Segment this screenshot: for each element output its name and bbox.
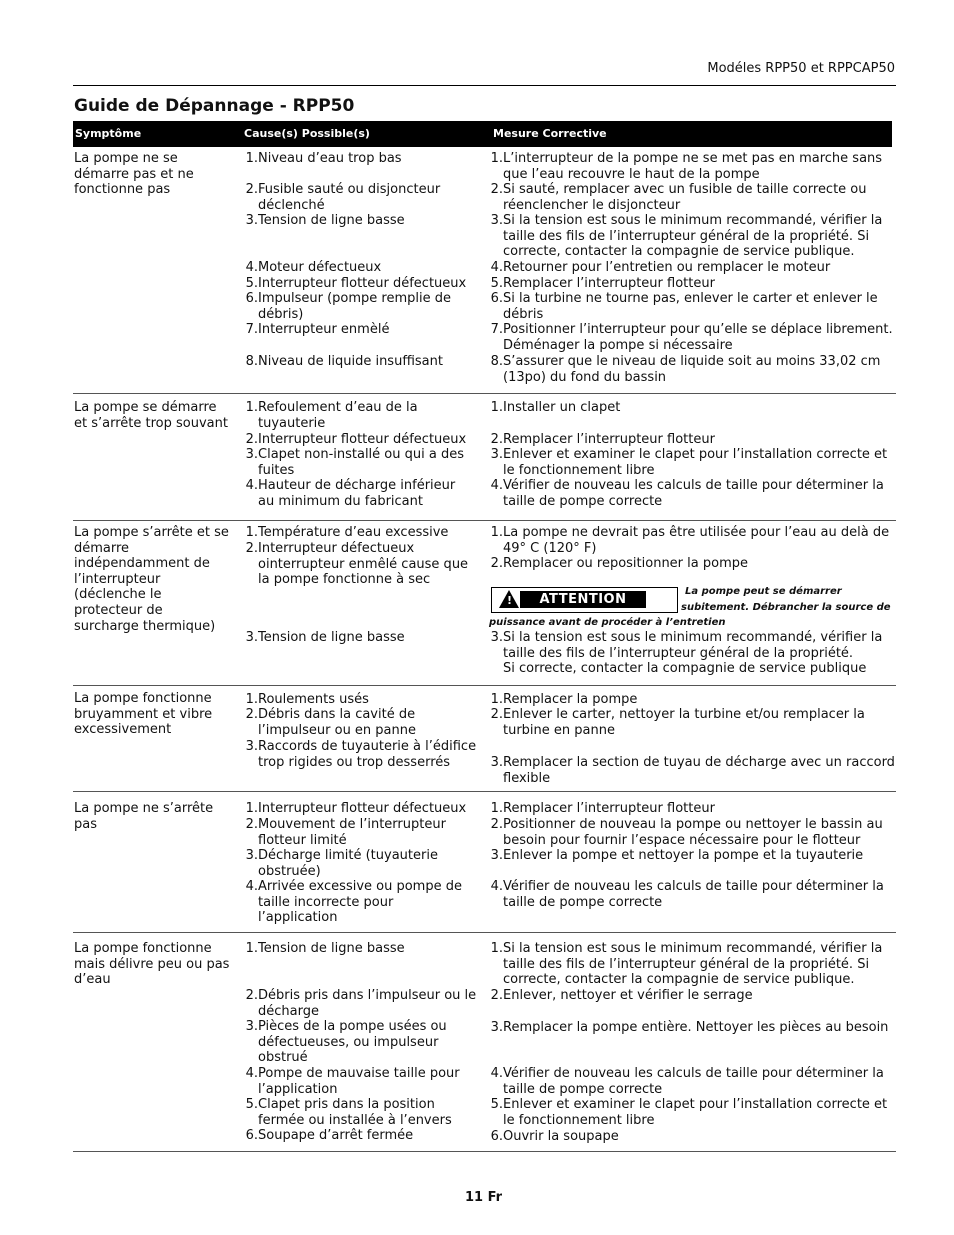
item-text	[258, 354, 478, 370]
symptom-line: mais délivre peu ou pas	[74, 956, 230, 972]
item-text	[258, 817, 478, 848]
item-line: taille incorrecte pour	[258, 894, 394, 910]
item-text	[258, 400, 478, 431]
item-line: Si la turbine ne tourne pas, enlever le carter et enlever le	[503, 291, 878, 306]
symptom-line: excessivement	[74, 722, 172, 738]
item-text	[503, 848, 897, 864]
item-line: taille des fils de l’interrupteur général de la propriété. Si	[503, 956, 870, 972]
item-text	[258, 525, 478, 541]
item-number: 7.	[490, 322, 503, 337]
item-line: Enlever le carter, nettoyer la turbine et/ou remplacer la	[503, 707, 865, 722]
row-separator	[73, 791, 896, 792]
item-line: taille des fils de l’interrupteur général de la propriété. Si	[503, 228, 870, 244]
item-line: que l’eau recouvre le haut de la pompe	[503, 166, 760, 182]
item-text	[503, 879, 897, 910]
item-text	[503, 182, 897, 213]
symptom-line: bruyamment et vibre	[74, 706, 213, 722]
item-text	[503, 941, 897, 988]
item-line: Roulements usés	[258, 692, 369, 707]
symptom-line: démarre	[74, 540, 130, 556]
item-number: 4.	[490, 879, 503, 894]
item-line: Arrivée excessive ou pompe de	[258, 879, 462, 894]
item-line: tuyauterie	[258, 415, 326, 431]
item-line: Moteur défectueux	[258, 260, 382, 275]
row-separator	[73, 520, 896, 521]
symptom-line: d’eau	[74, 972, 111, 988]
item-number: 3.	[245, 213, 258, 228]
item-line: la pompe fonctionne à sec	[258, 572, 431, 588]
item-line: Si sauté, remplacer avec un fusible de taille correcte ou	[503, 182, 867, 197]
item-line: débris	[503, 306, 544, 322]
item-line: le fonctionnement libre	[503, 1112, 655, 1128]
item-number: 7.	[245, 322, 258, 337]
symptom-cell	[74, 801, 234, 832]
item-line: Si la tension est sous le minimum recommandé, vérifier la	[503, 213, 883, 228]
item-text	[258, 182, 478, 213]
item-line: Remplacer l’interrupteur flotteur	[503, 276, 715, 291]
item-line: Positionner de nouveau la pompe ou nettoyer le bassin au	[503, 817, 883, 832]
item-number: 1.	[245, 801, 258, 816]
item-number: 1.	[245, 941, 258, 956]
item-line: taille des fils de l’interrupteur général de la propriété.	[503, 645, 854, 661]
item-number: 4.	[245, 478, 258, 493]
item-text	[503, 755, 897, 786]
item-text	[503, 817, 897, 848]
item-number: 1.	[245, 400, 258, 415]
item-line: L’interrupteur de la pompe ne se met pas en marche sans	[503, 151, 883, 166]
item-text	[258, 151, 478, 167]
item-line: Remplacer la section de tuyau de décharge avec un raccord	[503, 755, 895, 770]
item-text	[258, 739, 478, 770]
item-text	[503, 1097, 897, 1128]
item-number: 1.	[490, 801, 503, 816]
symptom-line: l’interrupteur	[74, 571, 161, 587]
item-line: Tension de ligne basse	[258, 630, 405, 645]
item-line: flotteur limité	[258, 832, 347, 848]
item-number: 1.	[490, 941, 503, 956]
item-number: 2.	[490, 988, 503, 1003]
item-number: 8.	[245, 354, 258, 369]
header-symptom: Symptôme	[75, 127, 142, 140]
item-number: 6.	[245, 291, 258, 306]
item-text	[503, 322, 897, 353]
row-separator	[73, 685, 896, 686]
item-number: 1.	[490, 151, 503, 166]
item-text	[258, 988, 478, 1019]
item-number: 2.	[245, 182, 258, 197]
item-number: 1.	[490, 525, 503, 540]
symptom-line: fonctionne pas	[74, 182, 171, 198]
item-line: taille de pompe correcte	[503, 894, 663, 910]
item-line: l’application	[258, 1081, 338, 1097]
item-number: 3.	[490, 630, 503, 645]
item-line: Température d’eau excessive	[258, 525, 449, 540]
item-text	[503, 354, 897, 385]
item-line: Débris pris dans l’impulseur ou le	[258, 988, 477, 1003]
item-number: 2.	[490, 182, 503, 197]
item-text	[503, 276, 897, 292]
item-line: La pompe ne devrait pas être utilisée pour l’eau au delà de	[503, 525, 890, 540]
row-separator	[73, 932, 896, 933]
symptom-line: La pompe s’arrête et se	[74, 525, 229, 540]
item-line: Pompe de mauvaise taille pour	[258, 1066, 460, 1081]
item-number: 2.	[245, 817, 258, 832]
item-text	[258, 801, 478, 817]
item-text	[258, 447, 478, 478]
item-line: Tension de ligne basse	[258, 941, 405, 956]
symptom-line: (déclenche le	[74, 587, 162, 603]
item-line: l’application	[258, 910, 338, 926]
item-text	[258, 692, 478, 708]
item-line: trop rigides ou trop desserrés	[258, 754, 451, 770]
item-number: 8.	[490, 354, 503, 369]
item-text	[258, 541, 478, 588]
item-number: 2.	[490, 817, 503, 832]
item-line: Remplacer ou repositionner la pompe	[503, 556, 748, 571]
item-text	[503, 1129, 897, 1145]
item-number: 2.	[245, 988, 258, 1003]
item-line: Interrupteur flotteur défectueux	[258, 276, 467, 291]
symptom-line: La pompe fonctionne	[74, 941, 212, 956]
item-line: fuites	[258, 462, 295, 478]
row-separator	[73, 393, 896, 394]
item-text	[258, 322, 478, 338]
symptom-line: surcharge thermique)	[74, 618, 216, 634]
item-text	[258, 879, 478, 926]
item-line: Soupape d’arrêt fermée	[258, 1128, 414, 1143]
item-line: taille de pompe correcte	[503, 1081, 663, 1097]
item-text	[503, 801, 897, 817]
item-line: obstruée)	[258, 863, 321, 879]
item-number: 4.	[245, 1066, 258, 1081]
item-text	[503, 707, 897, 738]
symptom-cell	[74, 941, 234, 988]
item-line: Si correcte, contacter la compagnie de service publique	[503, 661, 867, 677]
symptom-cell	[74, 151, 234, 198]
item-line: Vérifier de nouveau les calculs de taille pour déterminer la	[503, 478, 884, 493]
warning-line-1: La pompe peut se démarrer	[685, 586, 842, 597]
item-text	[503, 447, 897, 478]
item-line: taille de pompe correcte	[503, 493, 663, 509]
item-text	[258, 630, 478, 646]
item-line: Interrupteur flotteur défectueux	[258, 432, 467, 447]
item-line: déclenché	[258, 197, 325, 213]
item-text	[258, 1128, 478, 1144]
item-number: 5.	[245, 1097, 258, 1112]
item-line: Refoulement d’eau de la	[258, 400, 418, 415]
item-line: Interrupteur enmèlé	[258, 322, 390, 337]
symptom-line: indépendamment de	[74, 556, 210, 572]
item-number: 1.	[245, 525, 258, 540]
item-number: 1.	[490, 692, 503, 707]
item-line: Enlever la pompe et nettoyer la pompe et la tuyauterie	[503, 848, 864, 863]
item-line: Interrupteur défectueux	[258, 541, 415, 556]
item-number: 4.	[245, 260, 258, 275]
item-line: Si la tension est sous le minimum recommandé, vérifier la	[503, 941, 883, 956]
item-text	[503, 151, 897, 182]
item-line: ointerrupteur enmêlé cause que	[258, 556, 469, 572]
item-text	[258, 1066, 478, 1097]
item-line: flexible	[503, 770, 551, 786]
item-line: au minimum du fabricant	[258, 493, 423, 509]
item-text	[258, 276, 478, 292]
item-text	[503, 400, 897, 416]
item-line: Débris dans la cavité de	[258, 707, 416, 722]
item-number: 1.	[245, 692, 258, 707]
item-line: Installer un clapet	[503, 400, 621, 415]
row-separator	[73, 1151, 896, 1152]
table-header	[73, 121, 892, 147]
item-line: correcte, contacter la compagnie de service publique.	[503, 244, 855, 260]
page-number: 11 Fr	[465, 1190, 503, 1205]
item-number: 3.	[490, 213, 503, 228]
item-number: 2.	[245, 432, 258, 447]
item-line: Décharge limité (tuyauterie	[258, 848, 438, 863]
item-number: 3.	[490, 755, 503, 770]
item-line: turbine en panne	[503, 722, 615, 738]
page-title: Guide de Dépannage - RPP50	[74, 96, 355, 116]
symptom-line: et s’arrête trop souvant	[74, 415, 228, 431]
item-number: 1.	[490, 400, 503, 415]
item-number: 2.	[245, 541, 258, 556]
symptom-line: La pompe se démarre	[74, 400, 217, 415]
item-line: Tension de ligne basse	[258, 213, 405, 228]
item-text	[258, 707, 478, 738]
item-text	[258, 1019, 478, 1066]
item-number: 5.	[490, 1097, 503, 1112]
item-number: 3.	[245, 630, 258, 645]
symptom-line: La pompe ne s’arrête	[74, 801, 214, 816]
item-line: réenclencher le disjoncteur	[503, 197, 681, 213]
item-line: Ouvrir la soupape	[503, 1129, 619, 1144]
item-line: débris)	[258, 306, 304, 322]
item-number: 4.	[245, 879, 258, 894]
symptom-cell	[74, 691, 234, 738]
item-number: 3.	[490, 447, 503, 462]
item-number: 4.	[490, 260, 503, 275]
item-line: Enlever, nettoyer et vérifier le serrage	[503, 988, 753, 1003]
item-text	[503, 260, 897, 276]
item-text	[503, 556, 897, 572]
item-number: 6.	[490, 1129, 503, 1144]
item-line: Clapet non-installé ou qui a des	[258, 447, 464, 462]
item-line: Vérifier de nouveau les calculs de taille pour déterminer la	[503, 879, 884, 894]
item-line: défectueuses, ou impulseur	[258, 1034, 439, 1050]
item-line: Déménager la pompe si nécessaire	[503, 337, 733, 353]
item-line: décharge	[258, 1003, 319, 1019]
symptom-line: démarre pas et ne	[74, 166, 194, 182]
item-line: Mouvement de l’interrupteur	[258, 817, 446, 832]
item-number: 2.	[490, 707, 503, 722]
attention-badge: ! ATTENTION	[491, 587, 678, 613]
header-models: Modéles RPP50 et RPPCAP50	[707, 61, 895, 76]
item-number: 2.	[245, 707, 258, 722]
item-text	[503, 1020, 897, 1036]
item-line: Enlever et examiner le clapet pour l’installation correcte et	[503, 1097, 888, 1112]
item-number: 3.	[490, 848, 503, 863]
item-number: 5.	[245, 276, 258, 291]
item-line: Retourner pour l’entretien ou remplacer le moteur	[503, 260, 831, 275]
item-text	[258, 213, 478, 229]
item-number: 3.	[245, 1019, 258, 1034]
item-line: 49° C (120° F)	[503, 540, 597, 556]
item-text	[258, 941, 478, 957]
symptom-line: La pompe ne se	[74, 151, 178, 166]
item-line: Vérifier de nouveau les calculs de taille pour déterminer la	[503, 1066, 884, 1081]
item-line: Enlever et examiner le clapet pour l’installation correcte et	[503, 447, 888, 462]
item-text	[258, 848, 478, 879]
item-text	[503, 692, 897, 708]
symptom-line: protecteur de	[74, 602, 163, 618]
item-text	[503, 291, 897, 322]
item-text	[503, 432, 897, 448]
item-line: Pièces de la pompe usées ou	[258, 1019, 447, 1034]
item-line: le fonctionnement libre	[503, 462, 655, 478]
item-line: (13po) du fond du bassin	[503, 369, 667, 385]
symptom-line: La pompe fonctionne	[74, 691, 212, 706]
item-line: Hauteur de décharge inférieur	[258, 478, 456, 493]
header-cause: Cause(s) Possible(s)	[244, 127, 370, 140]
item-line: obstrué	[258, 1050, 308, 1066]
warning-line-2: subitement. Débrancher la source de	[681, 602, 891, 613]
item-line: Impulseur (pompe remplie de	[258, 291, 451, 306]
item-line: S’assurer que le niveau de liquide soit au moins 33,02 cm	[503, 354, 881, 369]
item-text	[503, 1066, 897, 1097]
item-text	[258, 260, 478, 276]
item-line: Clapet pris dans la position	[258, 1097, 435, 1112]
item-line: l’impulseur ou en panne	[258, 722, 416, 738]
attention-label: ATTENTION	[520, 591, 646, 608]
header-fix: Mesure Corrective	[493, 127, 607, 140]
item-text	[503, 630, 897, 677]
item-line: Remplacer l’interrupteur flotteur	[503, 801, 715, 816]
item-line: Remplacer l’interrupteur flotteur	[503, 432, 715, 447]
item-text	[503, 525, 897, 556]
item-line: Interrupteur flotteur défectueux	[258, 801, 467, 816]
item-line: besoin pour fournir l’espace nécessaire pour le flotteur	[503, 832, 861, 848]
symptom-cell	[74, 525, 234, 634]
warning-line-3: puissance avant de procéder à l’entretien	[489, 617, 726, 628]
item-line: Si la tension est sous le minimum recommandé, vérifier la	[503, 630, 883, 645]
item-line: correcte, contacter la compagnie de service publique.	[503, 972, 855, 988]
item-line: Remplacer la pompe	[503, 692, 638, 707]
item-text	[258, 432, 478, 448]
item-line: Positionner l’interrupteur pour qu’elle se déplace librement.	[503, 322, 893, 337]
item-number: 3.	[245, 848, 258, 863]
item-number: 1.	[245, 151, 258, 166]
item-line: Niveau d’eau trop bas	[258, 151, 402, 166]
item-number: 2.	[490, 556, 503, 571]
item-text	[503, 213, 897, 260]
item-line: Niveau de liquide insuffisant	[258, 354, 443, 369]
item-number: 6.	[490, 291, 503, 306]
symptom-cell	[74, 400, 234, 431]
item-text	[258, 1097, 478, 1128]
item-line: Raccords de tuyauterie à l’édifice	[258, 739, 477, 754]
item-number: 5.	[490, 276, 503, 291]
item-number: 4.	[490, 478, 503, 493]
item-text	[503, 988, 897, 1004]
item-number: 3.	[245, 739, 258, 754]
item-number: 4.	[490, 1066, 503, 1081]
item-line: fermée ou installée à l’envers	[258, 1112, 452, 1128]
item-number: 6.	[245, 1128, 258, 1143]
item-text	[258, 478, 478, 509]
item-number: 3.	[245, 447, 258, 462]
header-rule	[73, 85, 896, 86]
symptom-line: pas	[74, 816, 97, 832]
item-text	[258, 291, 478, 322]
item-line: Fusible sauté ou disjoncteur	[258, 182, 441, 197]
item-number: 3.	[490, 1020, 503, 1035]
item-number: 2.	[490, 432, 503, 447]
item-text	[503, 478, 897, 509]
item-line: Remplacer la pompe entière. Nettoyer les pièces au besoin	[503, 1020, 889, 1035]
